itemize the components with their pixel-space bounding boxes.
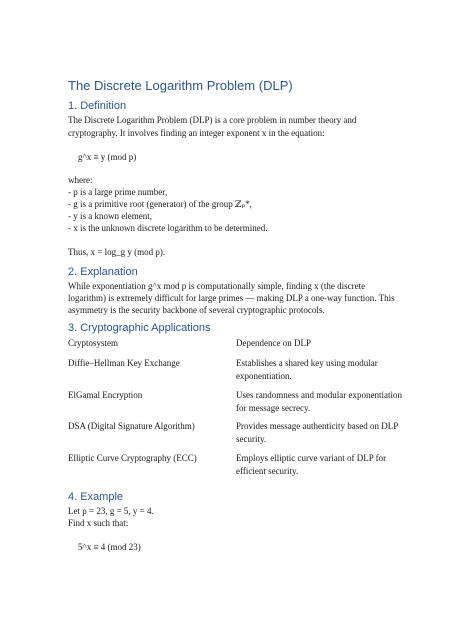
- applications-heading: 3. Cryptographic Applications: [68, 322, 211, 334]
- definition-conclusion: Thus, x = log_g y (mod p).: [68, 247, 166, 257]
- explanation-line: logarithm) is extremely difficult for large primes — making DLP a one-way function. This: [68, 293, 395, 303]
- table-cell-system: Elliptic Curve Cryptography (ECC): [68, 453, 197, 463]
- table-cell-dependence: Establishes a shared key using modular exponentiation.: [236, 358, 378, 381]
- definition-equation: g^x ≡ y (mod p): [78, 152, 137, 162]
- table-cell-system: DSA (Digital Signature Algorithm): [68, 421, 195, 431]
- where-label: where:: [68, 175, 93, 185]
- document-title: The Discrete Logarithm Problem (DLP): [68, 78, 293, 93]
- example-given: Let p = 23, g = 5, y = 4.: [68, 506, 154, 516]
- table-header-dependence: Dependence on DLP: [236, 338, 311, 348]
- table-header-cryptosystem: Cryptosystem: [68, 338, 119, 348]
- definition-heading: 1. Definition: [68, 100, 127, 112]
- definition-paragraph-line-1: The Discrete Logarithm Problem (DLP) is a core problem in number theory and: [68, 115, 357, 125]
- table-cell-dependence: Uses randomness and modular exponentiation for message secrecy.: [236, 390, 402, 413]
- table-cell-system: Diffie–Hellman Key Exchange: [68, 358, 180, 368]
- definition-bullet: - g is a primitive root (generator) of the group ℤₚ*,: [68, 199, 252, 209]
- explanation-heading: 2. Explanation: [68, 266, 138, 278]
- example-task: Find x such that:: [68, 518, 129, 528]
- example-equation: 5^x ≡ 4 (mod 23): [78, 542, 141, 552]
- table-cell-dependence: Provides message authenticity based on DLP security.: [236, 421, 398, 444]
- table-cell-dependence: Employs elliptic curve variant of DLP for efficient security.: [236, 453, 387, 476]
- definition-bullet: - x is the unknown discrete logarithm to be determined.: [68, 223, 268, 233]
- definition-bullet: - p is a large prime number,: [68, 187, 168, 197]
- definition-bullet: - y is a known element,: [68, 211, 152, 221]
- definition-paragraph-line-2: cryptography. It involves finding an integer exponent x in the equation:: [68, 128, 325, 138]
- explanation-line: While exponentiation g^x mod p is computationally simple, finding x (the discrete: [68, 281, 366, 291]
- explanation-line: asymmetry is the security backbone of several cryptographic protocols.: [68, 305, 325, 315]
- example-heading: 4. Example: [68, 491, 124, 503]
- table-cell-system: ElGamal Encryption: [68, 390, 143, 400]
